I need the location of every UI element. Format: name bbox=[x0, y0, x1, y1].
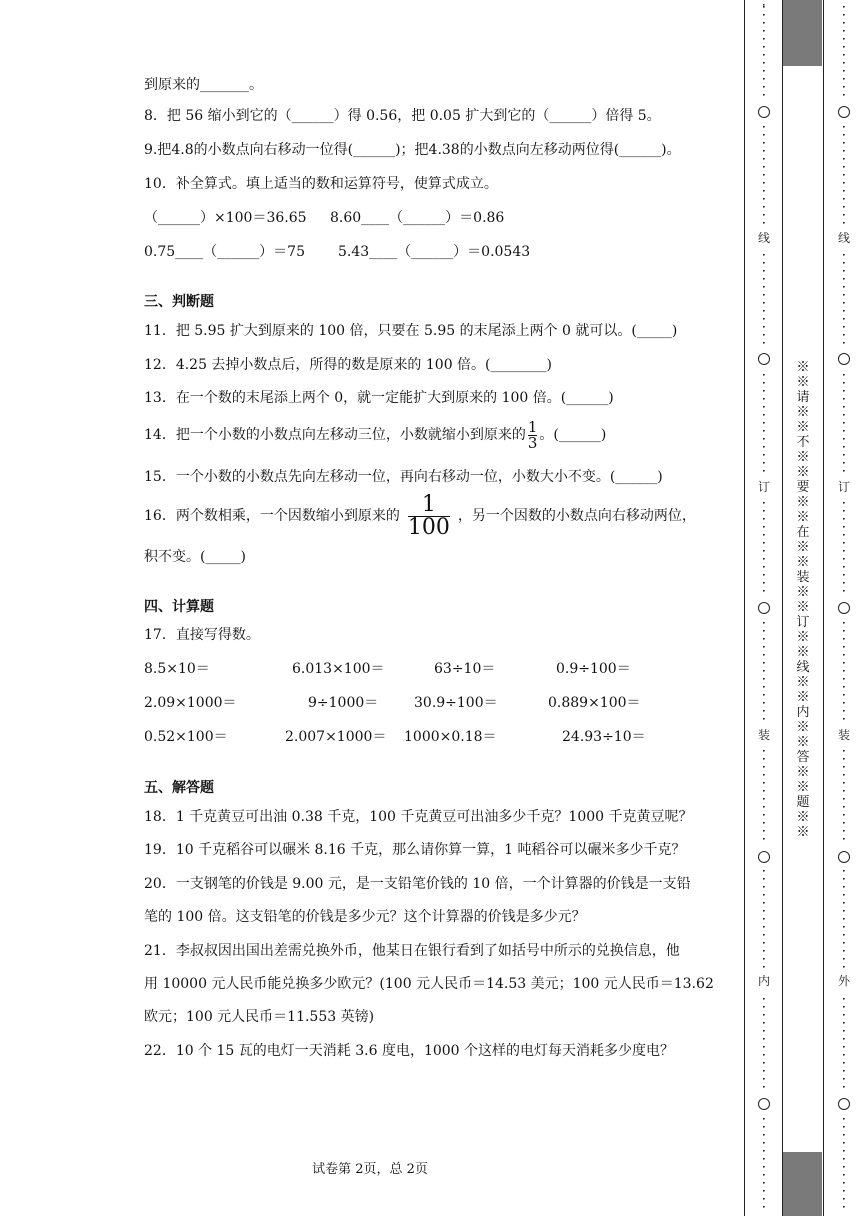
calc-item: 0.9÷100＝ bbox=[556, 661, 631, 677]
question-11: 11．把 5.95 扩大到原来的 100 倍，只要在 5.95 的末尾添上两个 0 就可以。(_____) bbox=[144, 323, 678, 339]
circle-mark bbox=[838, 1098, 850, 1110]
question-18: 18．1 千克黄豆可出油 0.38 千克，100 千克黄豆可出油多少千克？1000 千克黄豆呢？ bbox=[144, 809, 693, 825]
circle-mark bbox=[758, 851, 770, 863]
gray-block-top bbox=[783, 0, 822, 66]
section-4-title: 四、计算题 bbox=[144, 599, 214, 615]
binding-mark-order: 订 bbox=[757, 480, 770, 494]
circle-mark bbox=[758, 1098, 770, 1110]
question-12: 12．4.25 去掉小数点后，所得的数是原来的 100 倍。(________) bbox=[144, 357, 552, 373]
gray-block-bottom bbox=[783, 1152, 822, 1216]
calc-item: 0.889×100＝ bbox=[548, 695, 641, 711]
q7-tail: 到原来的_______。 bbox=[144, 77, 263, 93]
q10-blank-2: 8.60____（______）＝0.86 bbox=[330, 210, 505, 226]
question-10: 10．补全算式。填上适当的数和运算符号，使算式成立。 bbox=[144, 176, 498, 192]
circle-mark bbox=[758, 602, 770, 614]
question-19: 19．10 千克稻谷可以碾米 8.16 千克，那么请你算一算，1 吨稻谷可以碾米多少千克？ bbox=[144, 842, 686, 858]
binding-warning-text: ※※请※※不※※要※※在※※装※※订※※线※※内※※答※※题※※ bbox=[796, 360, 810, 840]
circle-mark bbox=[838, 602, 850, 614]
binding-mark-bind: 装 bbox=[837, 728, 850, 742]
q16-text-b: ，另一个因数的小数点向右移动两位， bbox=[457, 508, 696, 524]
page-footer: 试卷第 2页，总 2页 bbox=[312, 1162, 428, 1177]
q16-text-a: 16．两个数相乘，一个因数缩小到原来的 bbox=[144, 508, 400, 524]
q10-blank-4: 5.43____（______）＝0.0543 bbox=[338, 244, 531, 260]
section-5-title: 五、解答题 bbox=[144, 780, 214, 796]
calc-item: 8.5×10＝ bbox=[144, 661, 210, 677]
q16-numerator: 1 bbox=[421, 491, 436, 517]
calc-item: 6.013×100＝ bbox=[292, 661, 385, 677]
question-22: 22．10 个 15 瓦的电灯一天消耗 3.6 度电，1000 个这样的电灯每天消耗多少度电？ bbox=[144, 1043, 675, 1059]
question-21: 21．李叔叔因出国出差需兑换外币，他某日在银行看到了如括号中所示的兑换信息，他 bbox=[144, 943, 680, 959]
question-8: 8．把 56 缩小到它的（______）得 0.56，把 0.05 扩大到它的（______）倍得 5。 bbox=[144, 108, 661, 124]
section-3-title: 三、判断题 bbox=[144, 294, 214, 310]
calc-item: 30.9÷100＝ bbox=[414, 695, 498, 711]
fraction-one-hundredth bbox=[407, 491, 450, 540]
question-20-continued: 笔的 100 倍。这支铅笔的价钱是多少元？这个计算器的价钱是多少元？ bbox=[144, 909, 586, 925]
circle-mark bbox=[838, 106, 850, 118]
circle-mark bbox=[838, 851, 850, 863]
question-15: 15．一个小数的小数点先向左移动一位，再向右移动一位，小数大小不变。(______) bbox=[144, 469, 663, 485]
q10-blank-1: （______）×100＝36.65 bbox=[144, 210, 307, 226]
q14-blank: 。(______) bbox=[539, 427, 607, 443]
q16-denominator: 100 bbox=[407, 514, 450, 540]
question-13: 13．在一个数的末尾添上两个 0，就一定能扩大到原来的 100 倍。(______) bbox=[144, 390, 614, 406]
calc-item: 2.007×1000＝ bbox=[285, 729, 387, 745]
circle-mark bbox=[758, 353, 770, 365]
calc-item: 0.52×100＝ bbox=[144, 729, 228, 745]
binding-mark-order: 订 bbox=[837, 480, 850, 494]
q14-numerator: 1 bbox=[527, 417, 538, 436]
binding-mark-line: 线 bbox=[837, 231, 850, 245]
q14-denominator: 3 bbox=[527, 433, 538, 452]
q10-blank-3: 0.75____（______）＝75 bbox=[144, 244, 305, 260]
question-21-continued: 用 10000 元人民币能兑换多少欧元？(100 元人民币＝14.53 美元；100 元人民币＝13.62 bbox=[144, 976, 714, 992]
question-16 bbox=[144, 492, 696, 540]
question-21-continued-2: 欧元；100 元人民币＝11.553 英镑) bbox=[144, 1009, 375, 1025]
binding-mark-line: 线 bbox=[757, 231, 770, 245]
calc-item: 9÷1000＝ bbox=[308, 695, 379, 711]
question-17: 17．直接写得数。 bbox=[144, 627, 260, 643]
binding-mark-inner: 内 bbox=[757, 974, 770, 988]
calc-item: 63÷10＝ bbox=[434, 661, 496, 677]
question-16-continued: 积不变。(_____) bbox=[144, 549, 246, 565]
calc-item: 2.09×1000＝ bbox=[144, 695, 237, 711]
circle-mark bbox=[838, 353, 850, 365]
question-20: 20．一支钢笔的价钱是 9.00 元，是一支铅笔价钱的 10 倍，一个计算器的价钱是一支铅 bbox=[144, 876, 691, 892]
question-9: 9.把4.8的小数点向右移动一位得(______)；把4.38的小数点向左移动两位得(______)。 bbox=[144, 142, 681, 158]
binding-mark-bind: 装 bbox=[757, 728, 770, 742]
binding-mark-outer: 外 bbox=[837, 974, 850, 988]
fraction-one-third bbox=[527, 417, 538, 452]
circle-mark bbox=[758, 106, 770, 118]
question-14 bbox=[144, 418, 606, 452]
calc-item: 24.93÷10＝ bbox=[562, 729, 646, 745]
q14-text: 14．把一个小数的小数点向左移动三位，小数就缩小到原来的 bbox=[144, 427, 526, 443]
binding-border-left bbox=[744, 0, 745, 1216]
calc-item: 1000×0.18＝ bbox=[404, 729, 497, 745]
